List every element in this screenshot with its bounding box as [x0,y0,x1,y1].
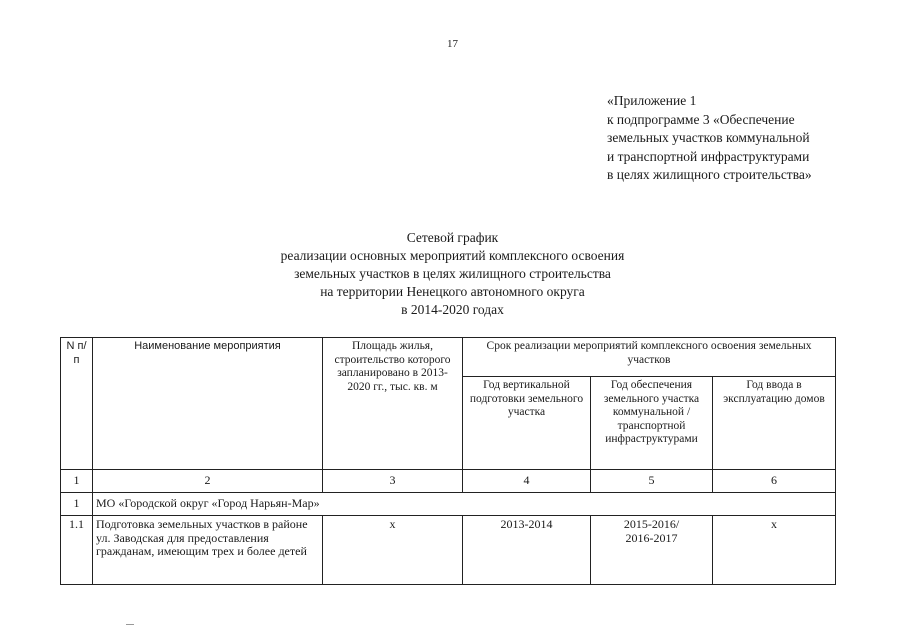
row-year-infra-line: 2015-2016/ [623,517,680,531]
appendix-line: «Приложение 1 [607,93,697,108]
title-line: реализации основных мероприятий комплексного освоения [280,248,625,263]
header-name: Наименование мероприятия [93,338,323,470]
header-num: N п/п [61,338,93,470]
header-year-commission: Год ввода в эксплуатацию домов [713,377,836,470]
row-year-infra-line: 2016-2017 [625,530,678,545]
row-year-infra [591,516,713,585]
title-line: земельных участков в целях жилищного строительства [294,266,611,281]
page-number: 17 [447,38,458,50]
header-period-group: Срок реализации мероприятий комплексного освоения земельных участков [463,338,836,377]
header-year-infra: Год обеспечения земельного участка коммунальной / транспортной инфраструктурами [591,377,713,470]
title-line: в 2014-2020 годах [401,302,504,317]
scan-mark [126,624,134,625]
row-num: 1.1 [61,516,93,585]
column-number-row [61,470,836,493]
appendix-line: в целях жилищного строительства» [607,167,812,182]
column-number: 6 [713,470,836,493]
header-row [61,338,836,377]
appendix-note [607,92,867,185]
appendix-line: к подпрограмме 3 «Обеспечение [607,111,795,127]
section-row [61,493,836,516]
column-number: 2 [93,470,323,493]
column-number: 4 [463,470,591,493]
section-num: 1 [61,493,93,516]
appendix-line: и транспортной инфраструктурами [607,148,810,164]
header-area: Площадь жилья, строительство которого запланировано в 2013-2020 гг., тыс. кв. м [323,338,463,470]
section-name: МО «Городской округ «Город Нарьян-Мар» [93,493,836,516]
row-year-grading: 2013-2014 [463,516,591,585]
header-year-grading: Год вертикальной подготовки земельного участка [463,377,591,470]
schedule-table [60,337,836,585]
row-year-commission: х [713,516,836,585]
row-name: Подготовка земельных участков в районе ул. Заводская для предоставления гражданам, имеющим трех и более детей [93,516,323,585]
column-number: 3 [323,470,463,493]
row-area: х [323,516,463,585]
title-line: Сетевой график [406,230,499,245]
appendix-line: земельных участков коммунальной [607,130,810,145]
document-title [0,229,905,319]
table-row [61,516,836,585]
column-number: 1 [61,470,93,493]
column-number: 5 [591,470,713,493]
title-line: на территории Ненецкого автономного округа [320,284,585,299]
